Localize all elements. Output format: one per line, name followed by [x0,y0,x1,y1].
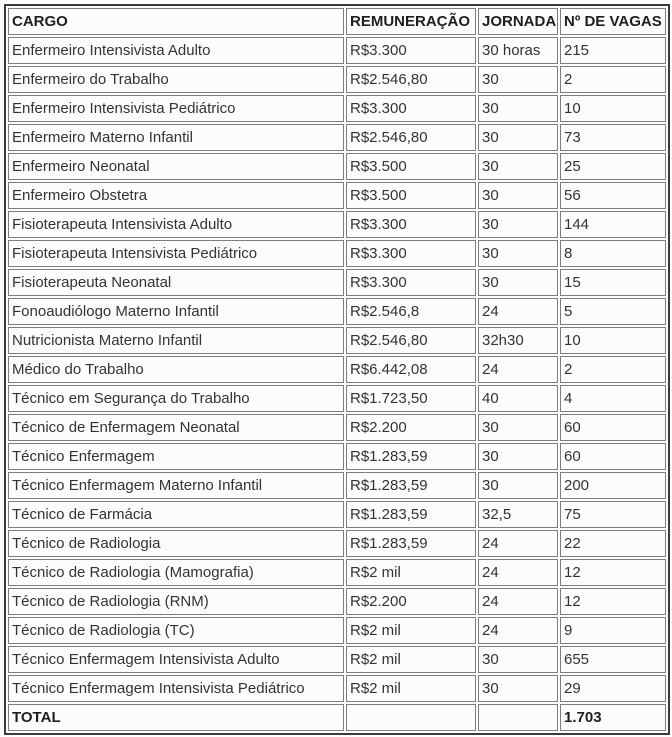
table-row [8,559,666,586]
cell-vagas: 5 [560,298,666,325]
cell-remuneracao: R$1.283,59 [346,501,476,528]
cell-jornada: 30 [478,472,558,499]
cell-vagas: 10 [560,327,666,354]
cell-jornada: 30 [478,124,558,151]
cell-remuneracao: R$3.300 [346,95,476,122]
cell-vagas: 29 [560,675,666,702]
cell-vagas: 9 [560,617,666,644]
cell-cargo: Enfermeiro Neonatal [8,153,344,180]
cell-jornada: 30 [478,95,558,122]
cell-vagas: 8 [560,240,666,267]
cell-cargo: Técnico de Radiologia (Mamografia) [8,559,344,586]
cell-jornada: 30 [478,269,558,296]
cell-vagas: 60 [560,414,666,441]
cell-jornada: 24 [478,559,558,586]
cell-cargo: Médico do Trabalho [8,356,344,383]
table-row [8,124,666,151]
table-row [8,414,666,441]
cell-jornada: 24 [478,617,558,644]
cell-vagas: 73 [560,124,666,151]
cell-cargo: Técnico de Farmácia [8,501,344,528]
table-row [8,675,666,702]
cell-jornada: 40 [478,385,558,412]
cell-cargo: Fisioterapeuta Neonatal [8,269,344,296]
table-row [8,617,666,644]
table-header-row [8,8,666,35]
table-row [8,95,666,122]
cell-cargo: Técnico Enfermagem Materno Infantil [8,472,344,499]
cell-remuneracao: R$2 mil [346,675,476,702]
cell-remuneracao: R$1.283,59 [346,530,476,557]
table-row [8,182,666,209]
cell-jornada: 30 [478,211,558,238]
table-row [8,269,666,296]
total-cell-jornada [478,704,558,731]
cell-remuneracao: R$3.300 [346,269,476,296]
table-row [8,530,666,557]
cell-cargo: Técnico de Radiologia [8,530,344,557]
cell-jornada: 30 [478,182,558,209]
table-row [8,646,666,673]
cell-cargo: Técnico Enfermagem Intensivista Pediátrico [8,675,344,702]
table-row [8,37,666,64]
cell-remuneracao: R$2.546,80 [346,66,476,93]
cell-cargo: Técnico Enfermagem [8,443,344,470]
cell-vagas: 60 [560,443,666,470]
total-cell-vagas: 1.703 [560,704,666,731]
cell-remuneracao: R$1.283,59 [346,443,476,470]
cell-vagas: 12 [560,588,666,615]
table-row [8,588,666,615]
table-row [8,240,666,267]
table-row [8,443,666,470]
total-cell-remuneracao [346,704,476,731]
cell-remuneracao: R$2.546,80 [346,124,476,151]
cell-remuneracao: R$2.200 [346,414,476,441]
total-label: TOTAL [8,704,344,731]
table-row [8,211,666,238]
cell-remuneracao: R$1.723,50 [346,385,476,412]
cell-remuneracao: R$1.283,59 [346,472,476,499]
cell-jornada: 24 [478,530,558,557]
table-row [8,327,666,354]
table-row [8,153,666,180]
vacancies-table [4,4,670,735]
cell-remuneracao: R$3.300 [346,37,476,64]
table-body [8,37,666,702]
cell-remuneracao: R$3.500 [346,153,476,180]
cell-remuneracao: R$3.500 [346,182,476,209]
cell-vagas: 56 [560,182,666,209]
cell-vagas: 10 [560,95,666,122]
cell-cargo: Enfermeiro Intensivista Pediátrico [8,95,344,122]
table-row [8,356,666,383]
cell-remuneracao: R$2 mil [346,646,476,673]
cell-vagas: 655 [560,646,666,673]
cell-jornada: 24 [478,298,558,325]
cell-cargo: Enfermeiro Intensivista Adulto [8,37,344,64]
cell-jornada: 30 [478,443,558,470]
cell-jornada: 24 [478,588,558,615]
cell-remuneracao: R$2 mil [346,617,476,644]
cell-vagas: 200 [560,472,666,499]
cell-vagas: 15 [560,269,666,296]
cell-remuneracao: R$2.546,80 [346,327,476,354]
cell-cargo: Fonoaudiólogo Materno Infantil [8,298,344,325]
cell-jornada: 30 [478,153,558,180]
column-header-cargo: CARGO [8,8,344,35]
cell-vagas: 2 [560,66,666,93]
cell-remuneracao: R$3.300 [346,211,476,238]
cell-remuneracao: R$3.300 [346,240,476,267]
cell-jornada: 30 horas [478,37,558,64]
cell-jornada: 30 [478,66,558,93]
cell-jornada: 30 [478,675,558,702]
cell-vagas: 22 [560,530,666,557]
table-row [8,385,666,412]
cell-vagas: 25 [560,153,666,180]
cell-remuneracao: R$6.442,08 [346,356,476,383]
cell-jornada: 30 [478,646,558,673]
table-row [8,501,666,528]
cell-remuneracao: R$2.200 [346,588,476,615]
cell-cargo: Enfermeiro Obstetra [8,182,344,209]
cell-cargo: Técnico de Radiologia (TC) [8,617,344,644]
cell-vagas: 4 [560,385,666,412]
cell-remuneracao: R$2.546,8 [346,298,476,325]
table-row [8,298,666,325]
table-row [8,472,666,499]
cell-jornada: 24 [478,356,558,383]
cell-vagas: 144 [560,211,666,238]
cell-vagas: 2 [560,356,666,383]
cell-vagas: 215 [560,37,666,64]
cell-cargo: Enfermeiro Materno Infantil [8,124,344,151]
cell-cargo: Fisioterapeuta Intensivista Adulto [8,211,344,238]
cell-cargo: Nutricionista Materno Infantil [8,327,344,354]
table-row [8,66,666,93]
cell-jornada: 30 [478,414,558,441]
cell-cargo: Técnico de Enfermagem Neonatal [8,414,344,441]
cell-cargo: Técnico de Radiologia (RNM) [8,588,344,615]
cell-cargo: Enfermeiro do Trabalho [8,66,344,93]
column-header-vagas: Nº DE VAGAS [560,8,666,35]
cell-vagas: 75 [560,501,666,528]
cell-jornada: 32h30 [478,327,558,354]
cell-cargo: Técnico Enfermagem Intensivista Adulto [8,646,344,673]
column-header-remuneracao: REMUNERAÇÃO [346,8,476,35]
cell-remuneracao: R$2 mil [346,559,476,586]
cell-cargo: Fisioterapeuta Intensivista Pediátrico [8,240,344,267]
cell-jornada: 32,5 [478,501,558,528]
table-total-row [8,704,666,731]
column-header-jornada: JORNADA [478,8,558,35]
cell-vagas: 12 [560,559,666,586]
cell-cargo: Técnico em Segurança do Trabalho [8,385,344,412]
cell-jornada: 30 [478,240,558,267]
